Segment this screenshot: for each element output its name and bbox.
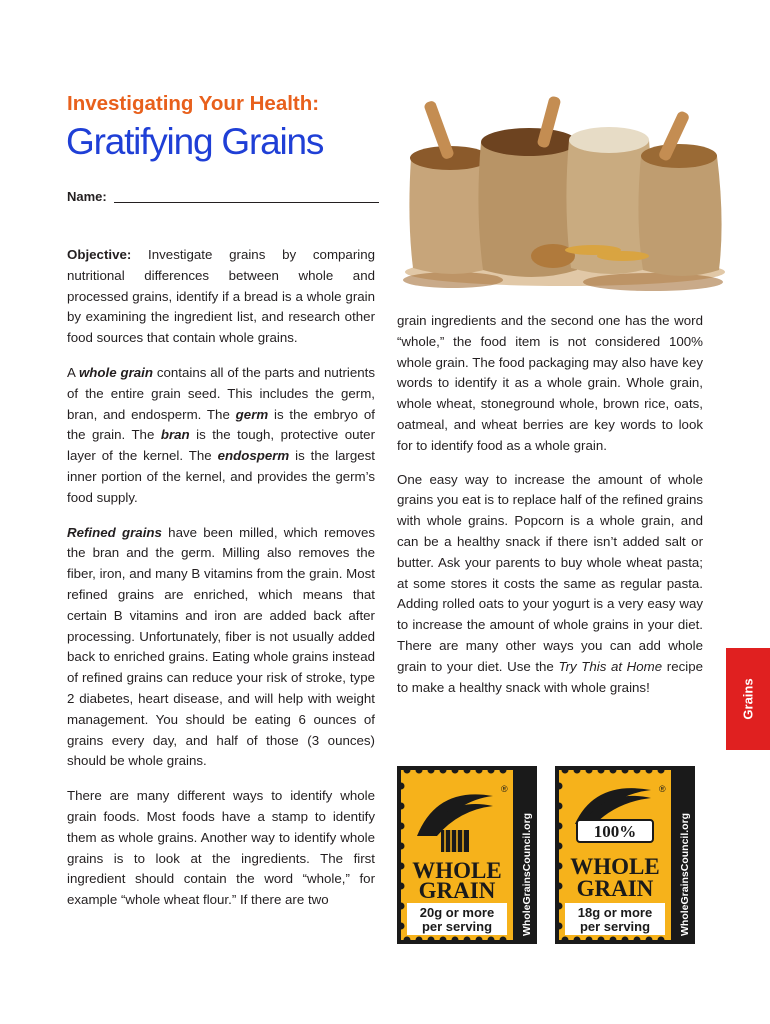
objective-paragraph: Objective: Investigate grains by comparing nutritional differences between whole and processed grains, identify if a bread is a whole grain by examining the ingredient list, and research other food sources that contain whole grains.: [67, 247, 375, 346]
registered-mark: ®: [659, 784, 666, 794]
stamp-amount: 20g or more: [419, 905, 495, 920]
stamp-word-grain: GRAIN: [576, 876, 654, 901]
increase-paragraph: One easy way to increase the amount of whole grains you eat is to replace half of the refined grains with whole grains. Popcorn is a whole grain, and can be a healthy snack if there isn’t added salt or butter. Ask your parents to buy whole wheat pasta; at some stores it costs the same as regular pasta. Adding rolled oats to your yogurt is a very easy way to increase the amount of whole grains in your diet. There are many other ways you can add whole grain to your diet. Use the Try This at Home recipe to make a healthy snack with whole grains!: [397, 471, 703, 695]
stamp-website: WholeGrainsCouncil.org: [679, 812, 691, 936]
stamp-word-whole: WHOLE: [570, 854, 660, 879]
name-field-line[interactable]: [114, 202, 379, 203]
name-field-row: [67, 189, 379, 204]
term-endosperm: endosperm: [217, 448, 290, 464]
left-text-column: [67, 245, 375, 911]
stamp-word-grain: GRAIN: [418, 878, 496, 903]
section-tab: Grains: [726, 648, 770, 750]
name-label: Name:: [67, 189, 107, 204]
stamp-per-serving: per serving: [421, 919, 493, 934]
identify-paragraph: There are many different ways to identify whole grain foods. Most foods have a stamp to identify them as whole grains. Another way to identify whole grains is to look at the ingredients. The first ingredient should contain the word “whole,” for example “whole wheat flour.” If there are two: [67, 788, 375, 908]
term-bran: bran: [160, 427, 190, 443]
refined-grains-paragraph: Refined grains have been milled, which removes the bran and the germ. Milling also removes the fiber, iron, and many B vitamins from the grain. Most refined grains are enriched, which means that certain B vitamins and iron are added back after processing. Unfortunately, fiber is not usually added back to enriched grains. Eating whole grains instead of refined grains can reduce your risk of stroke, type 2 diabetes, heart disease, and will help with weight management. You should be eating 6 ounces of grains every day, and half of those (3 ounces) should be whole grains.: [67, 524, 375, 769]
objective-label: Objective:: [67, 247, 132, 262]
term-germ: germ: [235, 406, 269, 422]
whole-grain-stamp-basic: [397, 766, 537, 944]
stamp-amount: 18g or more: [577, 905, 653, 920]
term-refined-grains: Refined grains: [67, 524, 162, 540]
page-title: Gratifying Grains: [66, 121, 324, 162]
right-text-column: [397, 311, 703, 698]
try-this-at-home: Try This at Home: [558, 658, 663, 674]
ingredients-paragraph: grain ingredients and the second one has the word “whole,” the food item is not considered 100% whole grain. The food packaging may also have key words to identify it as a whole grain. Whole grain, whole wheat, stoneground whole, brown rice, oats, oatmeal, and wheat berries are key words to look for to identify food as a whole grain.: [397, 313, 703, 453]
stamp-website: WholeGrainsCouncil.org: [521, 812, 533, 936]
sack-right: [638, 144, 721, 276]
whole-grain-stamp-100: [555, 766, 695, 944]
stamp-per-serving: per serving: [579, 919, 651, 934]
grain-sacks-photo: [393, 80, 737, 302]
term-whole-grain: whole grain: [78, 364, 153, 380]
stamp-word-whole: WHOLE: [412, 858, 502, 883]
stamp-badge-100: 100%: [593, 822, 637, 841]
registered-mark: ®: [501, 784, 508, 794]
page-kicker: Investigating Your Health:: [67, 92, 320, 115]
whole-grain-paragraph: A whole grain contains all of the parts and nutrients of the entire grain seed. This includes the germ, bran, and endosperm. The germ is the embryo of the grain. The bran is the tough, protective outer layer of the kernel. The endosperm is the largest inner portion of the kernel, and provides the germ’s food supply.: [67, 364, 375, 505]
